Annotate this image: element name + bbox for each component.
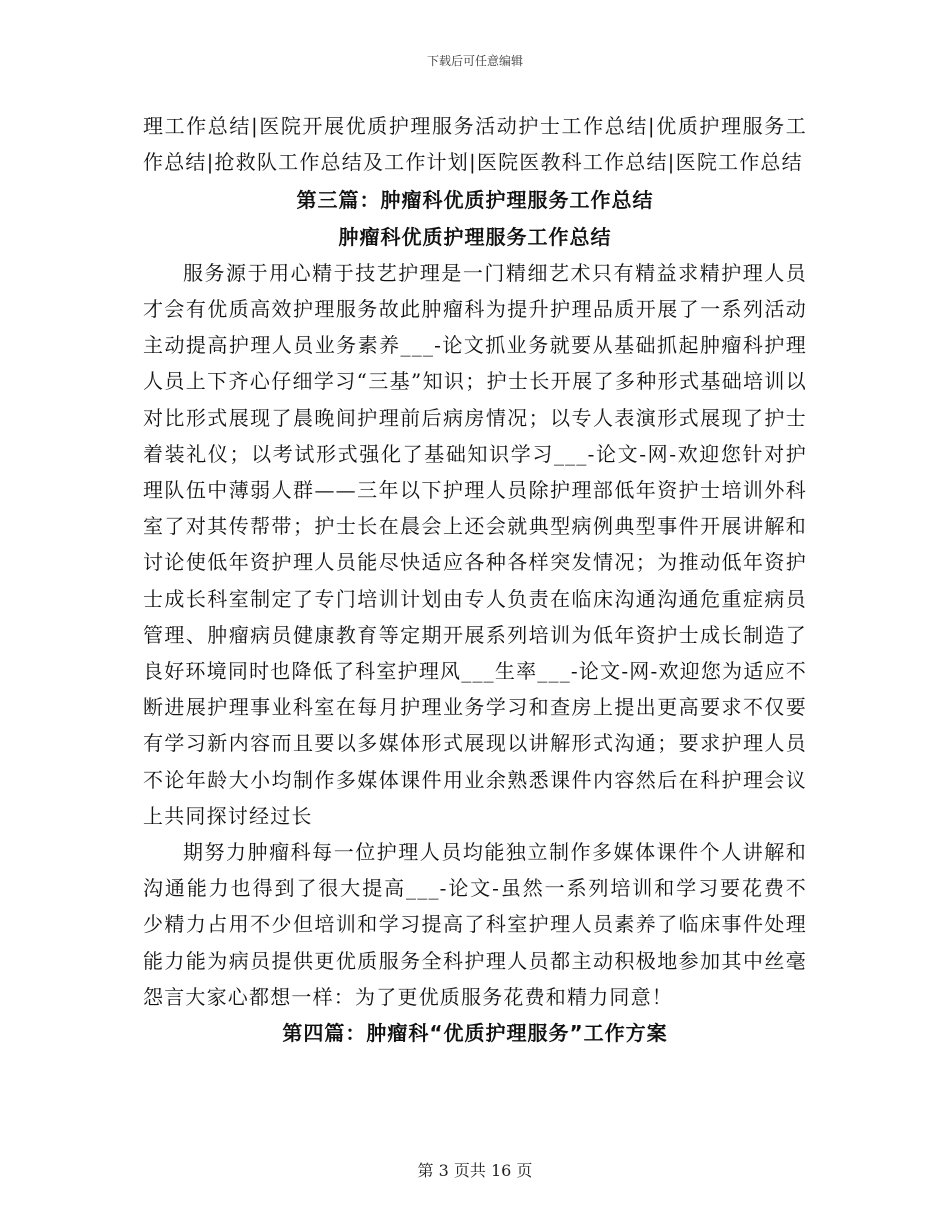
section-4-title: 第四篇：肿瘤科“优质护理服务”工作方案: [282, 1021, 668, 1046]
document-body: [143, 108, 807, 1051]
body-paragraph-1: 服务源于用心精于技艺护理是一门精细艺术只有精益求精护理人员才会有优质高效护理服务故此肿瘤科为提升护理品质开展了一系列活动主动提高护理人员业务素养___-论文抓业务就要从基础抓起肿瘤科护理人员上下齐心仔细学习“三基”知识；护士长开展了多种形式基础培训以对比形式展现了晨晚间护理前后病房情况；以专人表演形式展现了护士着装礼仪；以考试形式强化了基础知识学习___-论文-网-欢迎您针对护理队伍中薄弱人群——三年以下护理人员除护理部低年资护士培训外科室了对其传帮带；护士长在晨会上还会就典型病例典型事件开展讲解和讨论使低年资护理人员能尽快适应各种各样突发情况；为推动低年资护士成长科室制定了专门培训计划由专人负责在临床沟通沟通危重症病员管理、肿瘤病员健康教育等定期开展系列培训为低年资护士成长制造了良好环境同时也降低了科室护理风___生率___-论文-网-欢迎您为适应不断进展护理事业科室在每月护理业务学习和查房上提出更高要求不仅要有学习新内容而且要以多媒体形式展现以讲解形式沟通；要求护理人员不论年龄大小均制作多媒体课件用业余熟悉课件内容然后在科护理会议上共同探讨经过长: [143, 260, 807, 828]
page-footer: 第 3 页共 16 页: [417, 1161, 533, 1180]
page-header: 下载后可任意编辑: [426, 54, 523, 68]
body-paragraph-2: 期努力肿瘤科每一位护理人员均能独立制作多媒体课件个人讲解和沟通能力也得到了很大提高___-论文-虽然一系列培训和学习要花费不少精力占用不少但培训和学习提高了科室护理人员素养了临床事件处理能力能为病员提供更优质服务全科护理人员都主动积极地参加其中丝毫怨言大家心都想一样：为了更优质服务花费和精力同意！: [143, 840, 807, 1009]
intro-paragraph: 理工作总结|医院开展优质护理服务活动护士工作总结|优质护理服务工作总结|抢救队工作总结及工作计划|医院医教科工作总结|医院工作总结: [143, 114, 807, 175]
section-3-subtitle: 肿瘤科优质护理服务工作总结: [338, 224, 612, 249]
section-3-title: 第三篇：肿瘤科优质护理服务工作总结: [296, 188, 654, 213]
